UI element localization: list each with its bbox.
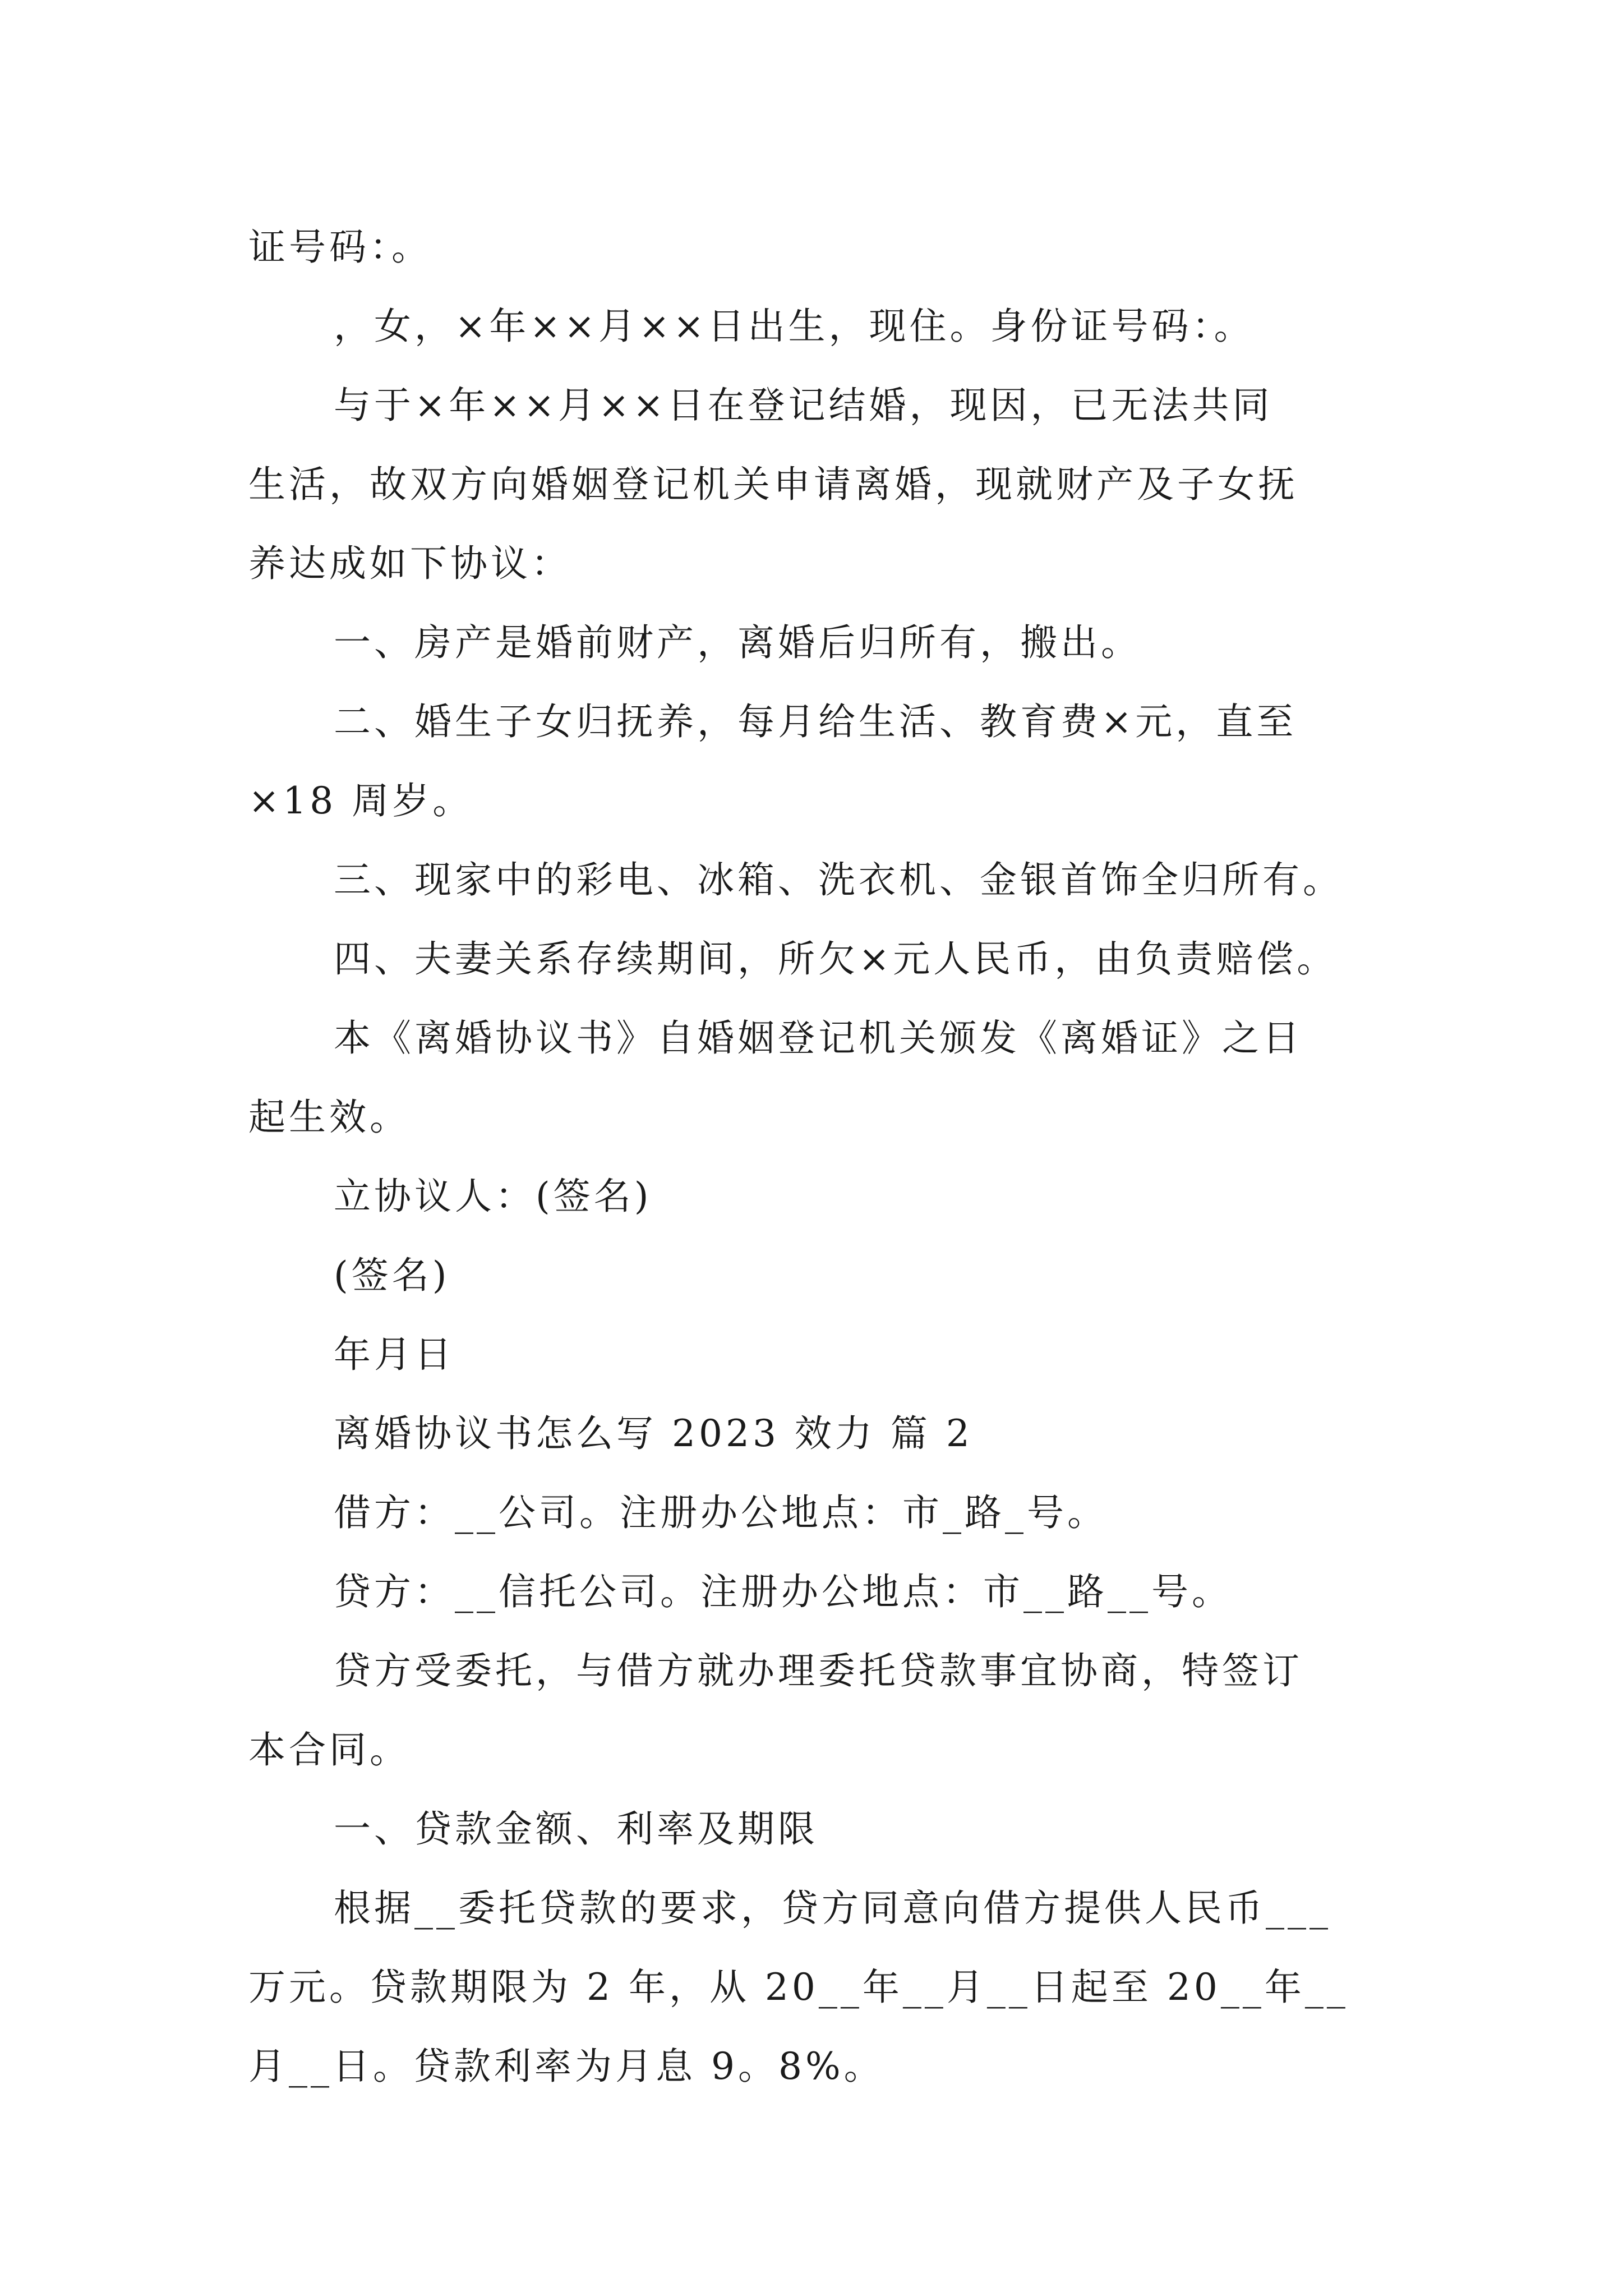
document-page	[248, 208, 1381, 2106]
text-line: 贷方：__信托公司。注册办公地点：市__路__号。	[334, 1570, 1232, 1613]
text-line: 贷方受委托，与借方就办理委托贷款事宜协商，特签订	[334, 1649, 1303, 1692]
text-line: 本合同。	[248, 1728, 410, 1772]
text-line: 三、现家中的彩电、冰箱、洗衣机、金银首饰全归所有。	[334, 858, 1343, 901]
date-line: 年月日	[334, 1333, 455, 1376]
section-heading: 离婚协议书怎么写 2023 效力 篇 2	[334, 1412, 973, 1455]
text-line: 月__日。贷款利率为月息 9。8%。	[248, 2045, 884, 2088]
signature-line: 立协议人：(签名)	[334, 1175, 652, 1218]
text-line: ，女，×年××月××日出生，现住。身份证号码：。	[334, 305, 1255, 348]
text-line: 与于×年××月××日在登记结婚，现因，已无法共同	[334, 384, 1273, 427]
text-line: 本《离婚协议书》自婚姻登记机关颁发《离婚证》之日	[334, 1016, 1303, 1060]
text-line: 养达成如下协议：	[248, 542, 571, 585]
signature-line: (签名)	[334, 1254, 450, 1297]
text-line: 根据__委托贷款的要求，贷方同意向借方提供人民币___	[334, 1887, 1331, 1930]
text-line: 二、婚生子女归抚养，每月给生活、教育费×元，直至	[334, 700, 1297, 743]
text-line: 万元。贷款期限为 2 年，从 20__年__月__日起至 20__年__	[248, 1966, 1349, 2009]
text-line: 证号码：。	[248, 226, 432, 269]
text-line: 借方：__公司。注册办公地点：市_路_号。	[334, 1491, 1108, 1534]
text-line: 四、夫妻关系存续期间，所欠×元人民币，由负责赔偿。	[334, 937, 1338, 981]
text-line: 起生效。	[248, 1096, 410, 1139]
text-line: ×18 周岁。	[248, 779, 473, 822]
text-line: 生活，故双方向婚姻登记机关申请离婚，现就财产及子女抚	[248, 463, 1298, 506]
text-line: 一、贷款金额、利率及期限	[334, 1807, 818, 1851]
text-line: 一、房产是婚前财产，离婚后归所有，搬出。	[334, 621, 1141, 664]
